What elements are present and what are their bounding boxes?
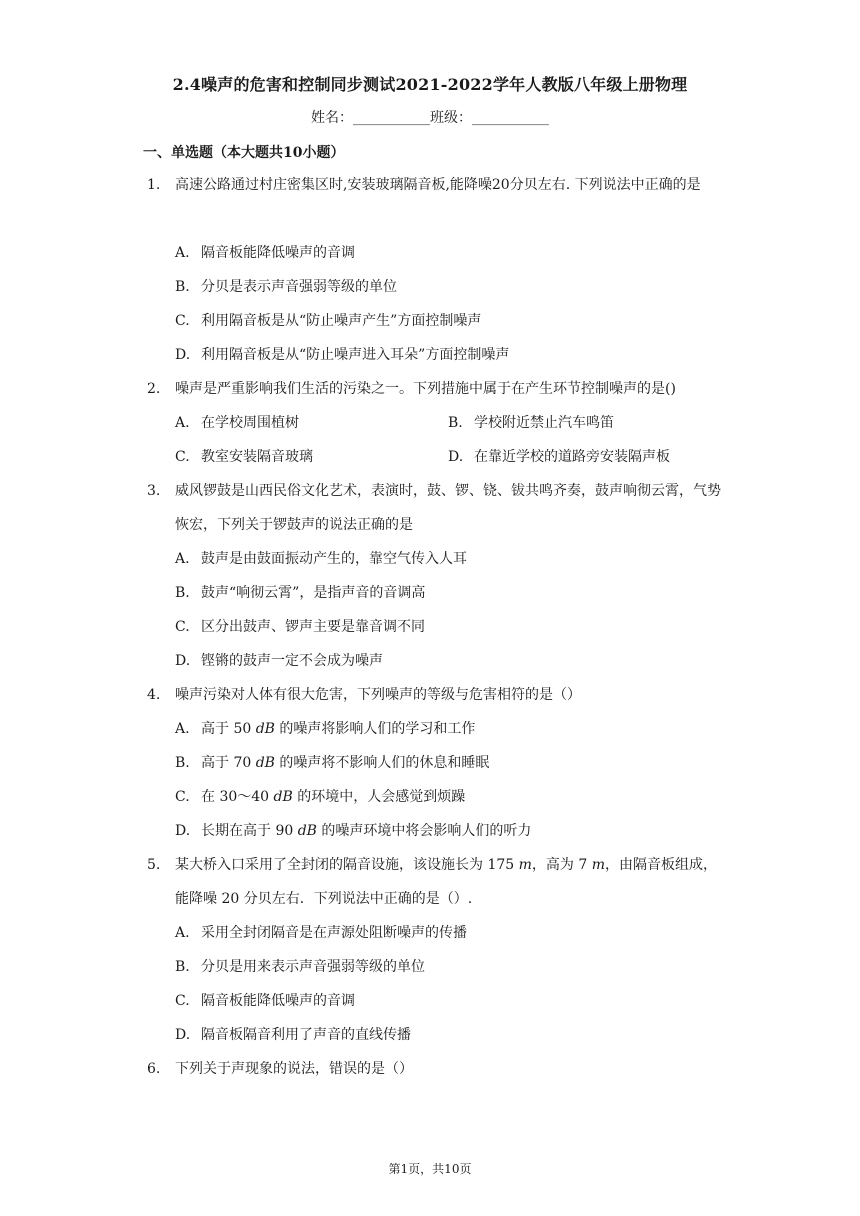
question-3 [147, 474, 727, 542]
question-stem: 噪声污染对人体有很大危害，下列噪声的等级与危害相符的是（） [175, 687, 581, 703]
option-a [175, 712, 475, 746]
unit-m: m [518, 857, 532, 873]
option-a [175, 916, 467, 950]
option-b [175, 576, 425, 610]
option-letter: B. [175, 279, 190, 295]
option-letter: C. [175, 619, 190, 635]
page-footer: 第1页，共10页 [388, 1162, 472, 1176]
option-text: 在学校周围植树 [201, 415, 299, 431]
option-text-post: 的噪声将不影响人们的休息和睡眠 [274, 755, 490, 771]
option-b [175, 746, 489, 780]
option-letter: D. [175, 347, 191, 363]
option-text: 铿锵的鼓声一定不会成为噪声 [201, 653, 383, 669]
question-number: 1. [147, 177, 161, 193]
option-text: 隔音板能降低噪声的音调 [201, 245, 355, 261]
name-class-line: 姓名：___________班级：___________ [311, 110, 549, 126]
option-text: 学校附近禁止汽车鸣笛 [474, 415, 614, 431]
option-d [175, 814, 531, 848]
option-text: 采用全封闭隔音是在声源处阻断噪声的传播 [201, 925, 467, 941]
option-letter: A. [175, 925, 190, 941]
unit-m: m [591, 857, 605, 873]
option-letter: B. [448, 415, 463, 431]
option-text-pre: 长期在高于 90 [201, 823, 298, 839]
option-letter: A. [175, 415, 190, 431]
option-c [175, 780, 465, 814]
question-number: 3. [147, 483, 161, 499]
unit-db: dB [255, 755, 275, 771]
option-a [175, 236, 355, 270]
question-6 [147, 1052, 727, 1086]
question-1 [147, 168, 727, 202]
option-letter: C. [175, 449, 190, 465]
option-text-post: 的环境中，人会感觉到烦躁 [292, 789, 466, 805]
option-text: 利用隔音板是从“防止噪声产生”方面控制噪声 [201, 313, 482, 329]
stem-part: ，由隔音板组成，能降噪 20 分贝左右．下列说法中正确的是（）. [175, 857, 717, 907]
option-text: 在靠近学校的道路旁安装隔声板 [474, 449, 670, 465]
option-text-pre: 高于 50 [201, 721, 256, 737]
unit-db: dB [297, 823, 317, 839]
option-text-pre: 在 30～40 [201, 789, 274, 805]
question-stem: 下列关于声现象的说法，错误的是（） [175, 1061, 413, 1077]
option-d [175, 644, 383, 678]
option-letter: D. [175, 823, 191, 839]
option-text: 利用隔音板是从“防止噪声进入耳朵”方面控制噪声 [201, 347, 510, 363]
option-text: 分贝是表示声音强弱等级的单位 [201, 279, 397, 295]
question-stem [175, 848, 727, 916]
option-letter: B. [175, 959, 190, 975]
option-c [175, 440, 313, 474]
question-number: 5. [147, 857, 161, 873]
option-letter: B. [175, 585, 190, 601]
stem-part: ，高为 7 [531, 857, 592, 873]
option-text: 分贝是用来表示声音强弱等级的单位 [201, 959, 425, 975]
option-letter: C. [175, 789, 190, 805]
question-number: 4. [147, 687, 161, 703]
option-text: 教室安装隔音玻璃 [201, 449, 313, 465]
section-heading: 一、单选题（本大题共10小题） [143, 145, 345, 161]
unit-db: dB [273, 789, 293, 805]
option-text-post: 的噪声环境中将会影响人们的听力 [316, 823, 532, 839]
option-a [175, 542, 467, 576]
option-d [175, 338, 509, 372]
option-letter: D. [175, 1027, 191, 1043]
question-number: 2. [147, 381, 161, 397]
option-letter: A. [175, 245, 190, 261]
question-5 [147, 848, 727, 916]
option-letter: D. [448, 449, 464, 465]
question-2 [147, 372, 727, 406]
option-text: 区分出鼓声、锣声主要是靠音调不同 [201, 619, 425, 635]
option-d [175, 1018, 411, 1052]
option-text: 隔音板隔音利用了声音的直线传播 [201, 1027, 411, 1043]
question-4 [147, 678, 727, 712]
option-text-pre: 高于 70 [201, 755, 256, 771]
option-a [175, 406, 299, 440]
question-number: 6. [147, 1061, 161, 1077]
option-letter: C. [175, 993, 190, 1009]
document-title: 2.4噪声的危害和控制同步测试2021-2022学年人教版八年级上册物理 [172, 75, 688, 94]
option-letter: A. [175, 551, 190, 567]
option-text: 隔音板能降低噪声的音调 [201, 993, 355, 1009]
option-c [175, 984, 355, 1018]
option-c [175, 610, 425, 644]
option-c [175, 304, 481, 338]
option-b [448, 406, 614, 440]
unit-db: dB [255, 721, 275, 737]
stem-part: 某大桥入口采用了全封闭的隔音设施，该设施长为 175 [175, 857, 519, 873]
option-letter: D. [175, 653, 191, 669]
option-text-post: 的噪声将影响人们的学习和工作 [274, 721, 476, 737]
question-stem: 威风锣鼓是山西民俗文化艺术，表演时，鼓、锣、铙、钹共鸣齐奏，鼓声响彻云霄，气势恢宏，下列关于锣鼓声的说法正确的是 [175, 483, 721, 533]
question-stem: 高速公路通过村庄密集区时,安装玻璃隔音板,能降噪20分贝左右. 下列说法中正确的是 [175, 177, 701, 193]
option-b [175, 950, 425, 984]
option-b [175, 270, 397, 304]
option-letter: B. [175, 755, 190, 771]
option-text: 鼓声是由鼓面振动产生的，靠空气传入人耳 [201, 551, 467, 567]
option-d [448, 440, 670, 474]
option-letter: C. [175, 313, 190, 329]
option-letter: A. [175, 721, 190, 737]
option-text: 鼓声“响彻云霄”，是指声音的音调高 [201, 585, 426, 601]
question-stem: 噪声是严重影响我们生活的污染之一。下列措施中属于在产生环节控制噪声的是() [175, 381, 676, 397]
